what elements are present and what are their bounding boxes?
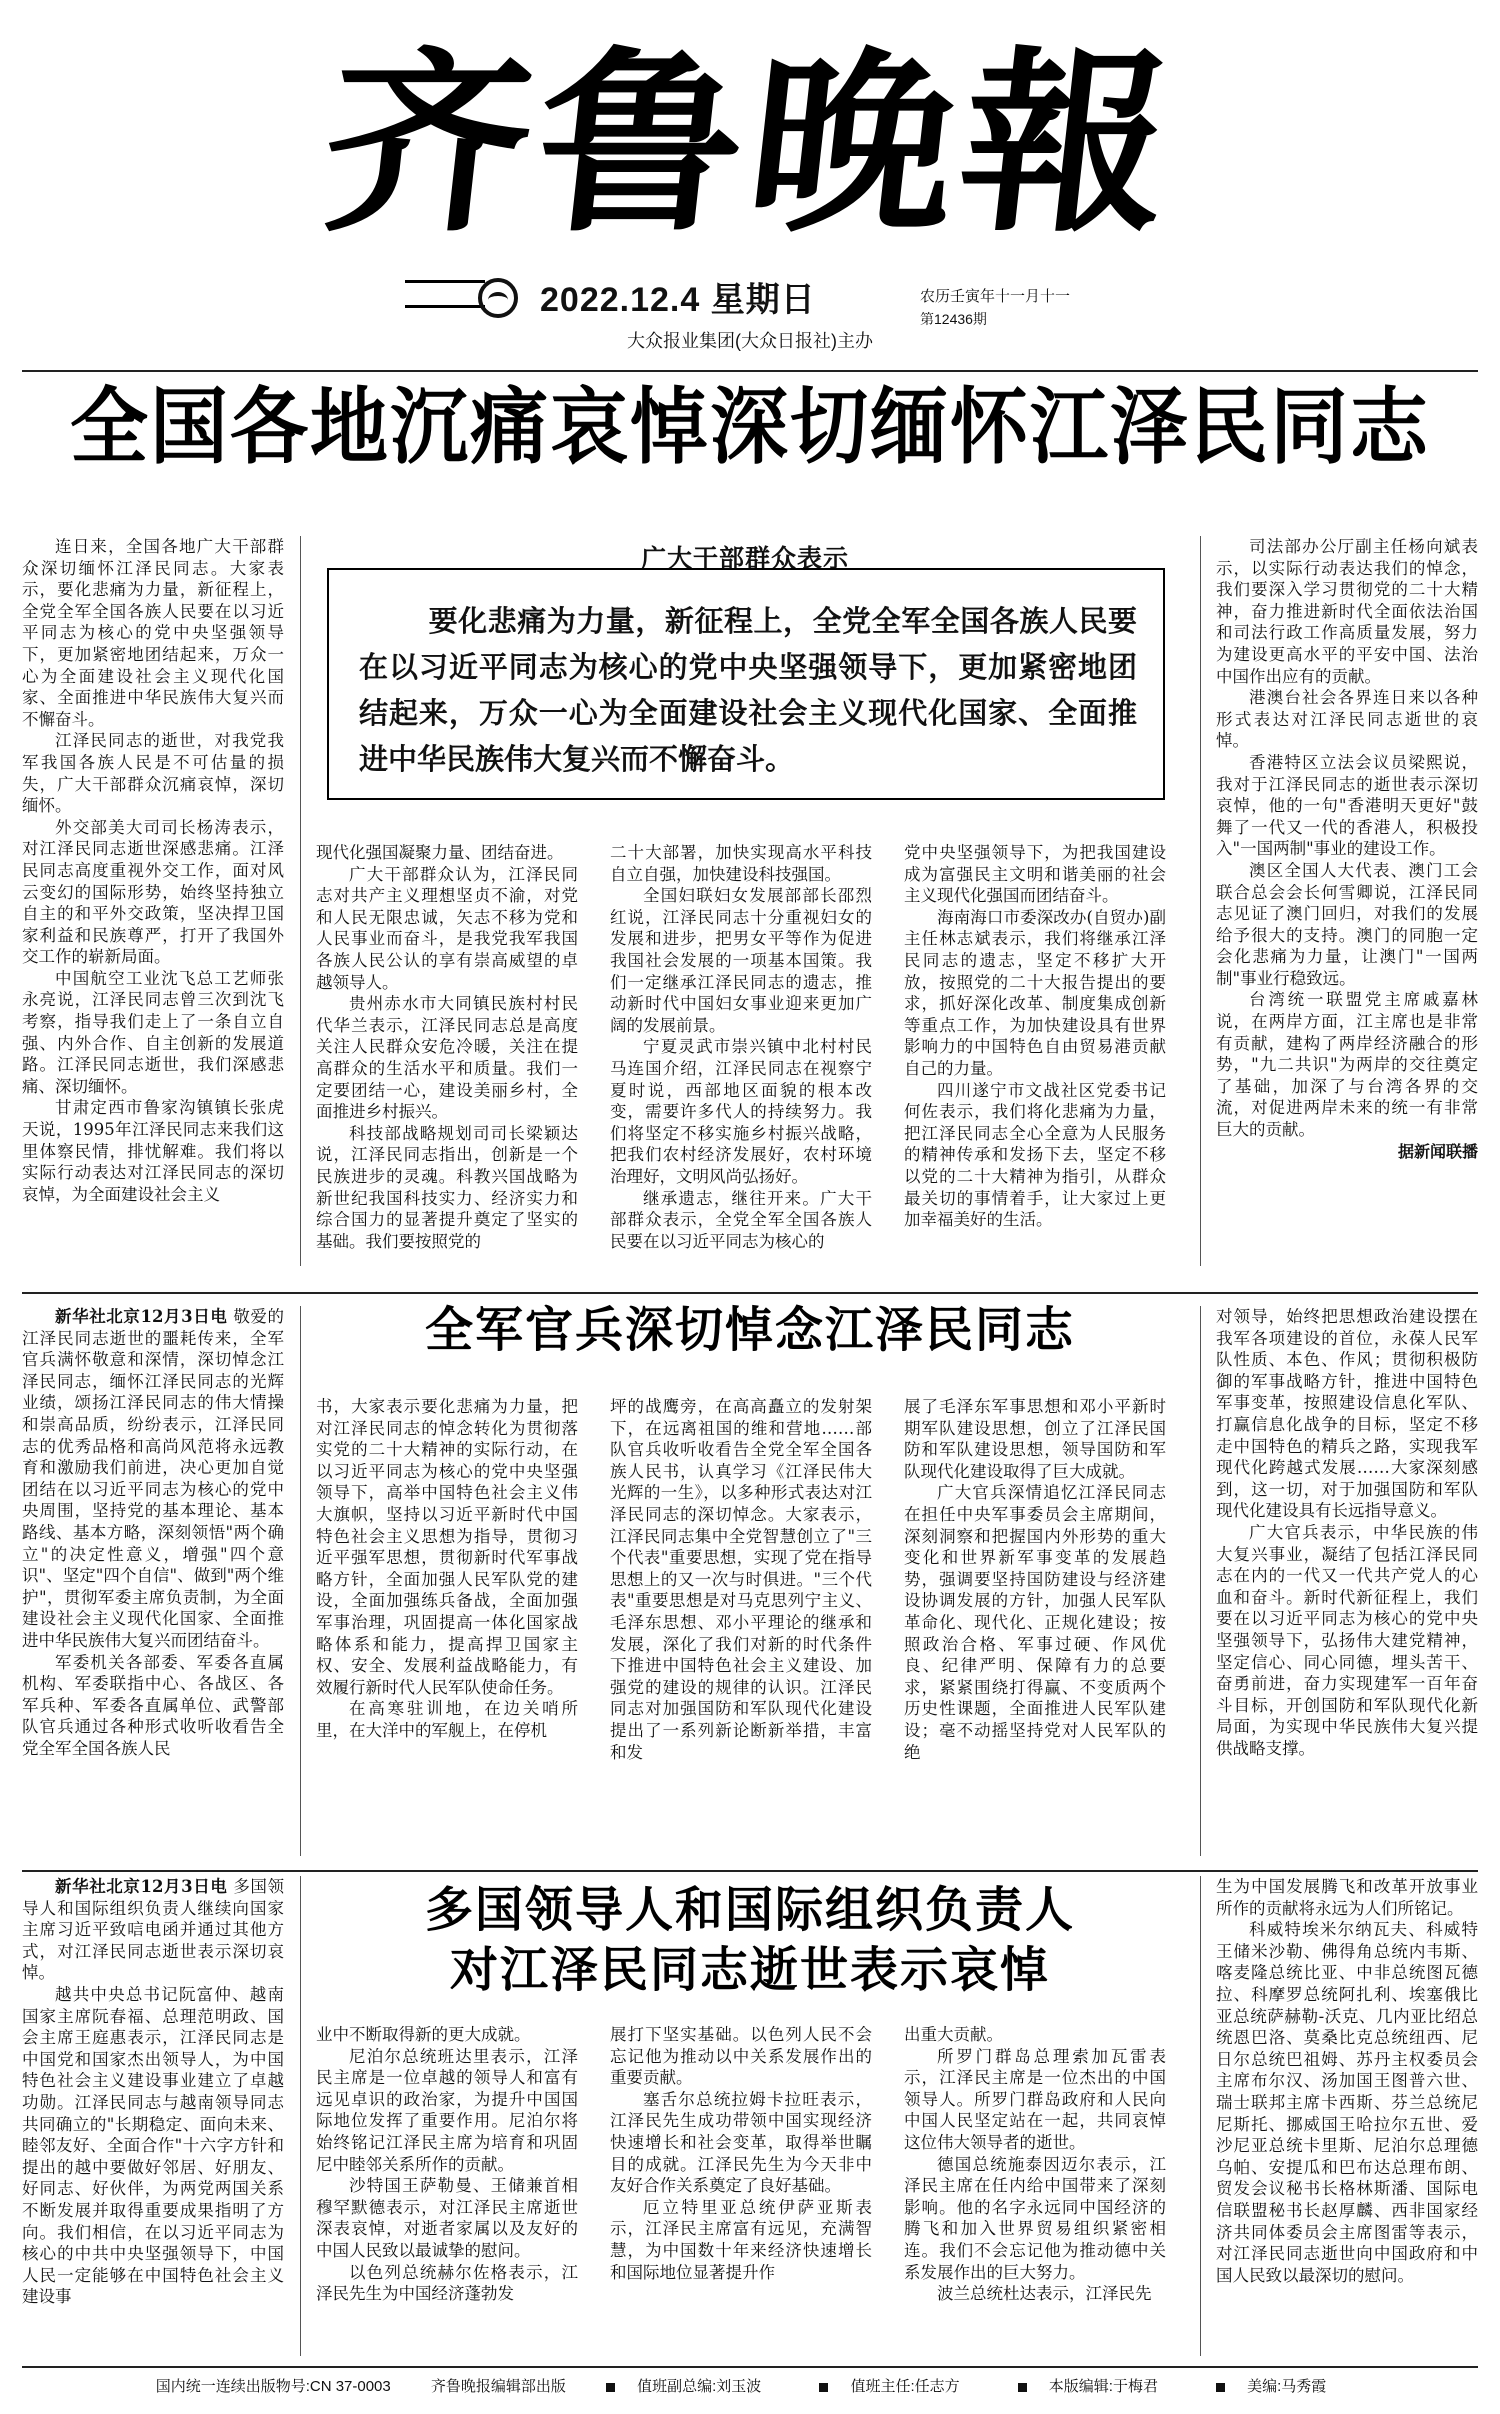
masthead-decor-line <box>405 280 485 308</box>
paragraph: 党中央坚强领导下，为把我国建设成为富强民主文明和谐美丽的社会主义现代化强国而团结奋斗。 <box>904 843 1166 906</box>
paragraph: 沙特国王萨勒曼、王储兼首相穆罕默德表示，对江泽民主席逝世深表哀悼，对逝者家属以及友好的中国人民致以最诚挚的慰问。 <box>316 2176 578 2260</box>
headline-intl-line1: 多国领导人和国际组织负责人 <box>424 1882 1075 1938</box>
article1-col2 <box>316 842 578 1268</box>
article1-col3 <box>610 842 872 1268</box>
newspaper-title: 齐鲁晚報 <box>313 29 1187 259</box>
paragraph: 四川遂宁市文战社区党委书记何佐表示，我们将化悲痛为力量，把江泽民同志全心全意为人民服务的精神传承和发扬下去，坚定不移以党的二十大精神为指引，从群众最关切的事情着手，让大家过上更加幸福美好的生活。 <box>904 1080 1166 1230</box>
paragraph: 所罗门群岛总理索加瓦雷表示，江泽民主席是一位杰出的中国领导人。所罗门群岛政府和人民向中国人民坚定站在一起，共同哀悼这位伟大领导者的逝世。 <box>904 2046 1166 2152</box>
issue-number: 第12436期 <box>920 311 987 327</box>
paragraph: 宁夏灵武市崇兴镇中北村村民马连国介绍，江泽民同志在视察宁夏时说，西部地区面貌的根本改变，需要许多代人的持续努力。我们将坚定不移实施乡村振兴战略，把我们农村经济发展好，农村环境治理好，文明风尚弘扬好。 <box>610 1037 872 1186</box>
main-headline: 全国各地沉痛哀悼深切缅怀江泽民同志 <box>69 379 1430 476</box>
paragraph: 业中不断取得新的更大成就。 <box>316 2025 531 2044</box>
paragraph: 海南海口市委深改办(自贸办)副主任林志斌表示，我们将继承江泽民同志的遗志，坚定不移扩大开放，按照党的二十大报告提出的要求，抓好深化改革、制度集成创新等重点工作，为加快建设具有世界影响力的中国特色自由贸易港贡献自己的力量。 <box>904 907 1166 1078</box>
article2-col4 <box>904 1396 1166 1860</box>
column-divider <box>300 1306 301 1856</box>
footer-editor: 本版编辑:于梅君 <box>1018 2378 1176 2395</box>
footer-dept: 齐鲁晚报编辑部出版 <box>430 2378 566 2395</box>
paragraph: 现代化强国凝聚力量、团结奋进。 <box>316 843 564 862</box>
paragraph: 二十大部署，加快实现高水平科技自立自强，加快建设科技强国。 <box>610 843 872 884</box>
paragraph: 广大官兵深情追忆江泽民同志在担任中央军事委员会主席期间，深刻洞察和把握国内外形势的重大变化和世界新军事变革的发展趋势，强调要坚持国防建设与经济建设协调发展的方针，加强人民军队革命化、现代化、正规化建设；按照政治合格、军事过硬、作风优良、纪律严明、保障有力的总要求，紧紧围绕打得赢、不变质两个历史性课题，全面推进人民军队建设；毫不动摇坚持党对人民军队的绝 <box>904 1483 1166 1762</box>
paragraph: 多国领导人和国际组织负责人继续向国家主席习近平致唁电函并通过其他方式，对江泽民同志逝世表示深切哀悼。 <box>22 1877 284 1983</box>
issue-date: 2022.12.4 星期日 <box>540 281 816 319</box>
section-rule <box>22 1292 1478 1294</box>
paragraph: 香港特区立法会议员梁熙说，我对于江泽民同志的逝世表示深切哀悼，他的一句"香港明天更好"鼓舞了一代又一代的香港人，积极投入"一国两制"事业的建设工作。 <box>1216 752 1478 859</box>
footer-cn: 国内统一连续出版物号:CN 37-0003 <box>155 2378 391 2395</box>
article3-col1 <box>22 1876 284 2360</box>
paragraph: 在高寒驻训地，在边关哨所里，在大洋中的军舰上，在停机 <box>316 1699 578 1740</box>
paragraph: 广大干部群众认为，江泽民同志对共产主义理想坚贞不渝，对党和人民无限忠诚，矢志不移为党和人民事业而奋斗，是我党我军我国各族人民公认的享有崇高威望的卓越领导人。 <box>316 864 578 992</box>
column-divider <box>300 1876 301 2356</box>
paragraph: 对领导，始终把思想政治建设摆在我军各项建设的首位，永葆人民军队性质、本色、作风；贯彻积极防御的军事战略方针，推进中国特色军事变革，按照建设信息化军队、打赢信息化战争的目标，坚定不移走中国特色的精兵之路，实现我军现代化跨越式发展……大家深刻感到，这一切，对于加强国防和军队现代化建设具有长远指导意义。 <box>1216 1307 1478 1521</box>
paragraph: 出重大贡献。 <box>904 2025 1003 2044</box>
paragraph: 厄立特里亚总统伊萨亚斯表示，江泽民主席富有远见，充满智慧，为中国数十年来经济快速增长和国际地位显著提升作 <box>610 2197 872 2282</box>
paragraph: 以色列总统赫尔佐格表示，江泽民先生为中国经济蓬勃发 <box>316 2262 578 2304</box>
quote-label: 广大干部群众表示 <box>610 537 880 581</box>
article2-col5 <box>1216 1306 1478 1860</box>
headline-intl-line2: 对江泽民同志逝世表示哀悼 <box>449 1942 1050 1998</box>
bullet-square-icon <box>1216 2383 1225 2392</box>
paragraph: 书，大家表示要化悲痛为力量，把对江泽民同志的悼念转化为贯彻落实党的二十大精神的实际行动，在以习近平同志为核心的党中央坚强领导下，高举中国特色社会主义伟大旗帜，坚持以习近平新时代中国特色社会主义思想为指导，贯彻习近平强军思想，贯彻新时代军事战略方针，全面加强人民军队党的建设，全面加强练兵备战，全面加强军事治理，巩固提高一体化国家战略体系和能力，提高捍卫国家主权、安全、发展利益战略能力，有效履行新时代人民军队使命任务。 <box>316 1397 578 1697</box>
dateline: 新华社北京12月3日电 <box>55 1307 228 1326</box>
paragraph: 科技部战略规划司司长梁颖达说，江泽民同志指出，创新是一个民族进步的灵魂。科教兴国战略为新世纪我国科技实力、经济实力和综合国力的显著提升奠定了坚实的基础。我们要按照党的 <box>316 1123 578 1251</box>
masthead-rule <box>22 370 1478 372</box>
article3-col4 <box>904 2024 1166 2360</box>
column-divider <box>300 536 301 1266</box>
source-byline: 据新闻联播 <box>1397 1141 1478 1161</box>
publisher: 大众报业集团(大众日报社)主办 <box>627 331 873 351</box>
headline-military: 全军官兵深切悼念江泽民同志 <box>424 1302 1075 1358</box>
article2-col1 <box>22 1306 284 1860</box>
lunar-date: 农历壬寅年十一月十一 <box>920 288 1071 305</box>
paragraph: 连日来，全国各地广大干部群众深切缅怀江泽民同志。大家表示，要化悲痛为力量，新征程上，全党全军全国各族人民要在以习近平同志为核心的党中央坚强领导下，更加紧密地团结起来，万众一心为全面建设社会主义现代化国家、全面推进中华民族伟大复兴而不懈奋斗。 <box>22 537 284 729</box>
newspaper-logo-icon <box>478 278 518 318</box>
quote-box <box>327 568 1165 800</box>
paragraph: 中国航空工业沈飞总工艺师张永亮说，江泽民同志曾三次到沈飞考察，指导我们走上了一条自立自强、内外合作、自主创新的发展道路。江泽民同志逝世，我们深感悲痛、深切缅怀。 <box>22 968 284 1096</box>
paragraph: 科威特埃米尔纳瓦夫、科威特王储米沙勒、佛得角总统内韦斯、喀麦隆总统比亚、中非总统图瓦德拉、科摩罗总统阿扎利、埃塞俄比亚总统萨赫勒-沃克、几内亚比绍总统恩巴洛、莫桑比克总统纽西、尼日尔总统巴祖姆、苏丹主权委员会主席布尔汉、汤加国王图普六世、瑞士联邦主席卡西斯、芬兰总统尼尼斯托、挪威国王哈拉尔五世、爱沙尼亚总统卡里斯、尼泊尔总理德乌帕、安提瓜和巴布达总理布朗、贸发会议秘书长格林斯潘、国际电信联盟秘书长赵厚麟、西非国家经济共同体委员会主席图雷等表示，对江泽民同志逝世向中国政府和中国人民致以最深切的慰问。 <box>1216 1920 1478 2285</box>
article1-col4 <box>904 842 1166 1268</box>
paragraph: 坪的战鹰旁，在高高矗立的发射架下，在远离祖国的维和营地……部队官兵收听收看告全党全军全国各族人民书，认真学习《江泽民伟大光辉的一生》，以多种形式表达对江泽民同志的深切悼念。大家表示，江泽民同志集中全党智慧创立了"三个代表"重要思想，实现了党在指导思想上的又一次与时俱进。"三个代表"重要思想是对马克思列宁主义、毛泽东思想、邓小平理论的继承和发展，深化了我们对新的时代条件下推进中国特色社会主义建设、加强党的建设的规律的认识。江泽民同志对加强国防和军队现代化建设提出了一系列新论断新举措，丰富和发 <box>610 1397 872 1762</box>
bullet-square-icon <box>1018 2383 1027 2392</box>
paragraph: 敬爱的江泽民同志逝世的噩耗传来，全军官兵满怀敬意和深情，深切悼念江泽民同志，缅怀江泽民同志的光辉业绩，颂扬江泽民同志的伟大情操和崇高品质，纷纷表示，江泽民同志的优秀品格和高尚风范将永远教育和激励我们前进，决心更加自觉团结在以习近平同志为核心的党中央周围，坚持党的基本理论、基本路线、基本方略，深刻领悟"两个确立"的决定性意义，增强"四个意识"、坚定"四个自信"、做到"两个维护"，贯彻军委主席负责制，为全面建设社会主义现代化国家、全面推进中华民族伟大复兴而团结奋斗。 <box>22 1307 284 1650</box>
column-divider <box>1200 1876 1201 2356</box>
bullet-square-icon <box>819 2383 828 2392</box>
paragraph: 外交部美大司司长杨涛表示，对江泽民同志逝世深感悲痛。江泽民同志高度重视外交工作，面对风云变幻的国际形势，始终坚持独立自主的和平外交政策，坚决捍卫国家利益和民族尊严，打开了我国外交工作的崭新局面。 <box>22 817 284 967</box>
paragraph: 军委机关各部委、军委各直属机构、军委联指中心、各战区、各军兵种、军委各直属单位、武警部队官兵通过各种形式收听收看告全党全军全国各族人民 <box>22 1652 284 1758</box>
article1-col5 <box>1216 536 1478 1270</box>
paragraph: 塞舌尔总统拉姆卡拉旺表示，江泽民先生成功带领中国实现经济快速增长和社会变革，取得举世瞩目的成就。江泽民先生为今天非中友好合作关系奠定了良好基础。 <box>610 2089 872 2196</box>
footer-director: 值班主任:任志方 <box>819 2378 977 2395</box>
article2-col3 <box>610 1396 872 1860</box>
masthead <box>0 0 1500 360</box>
footer-chief: 值班副总编:刘玉波 <box>606 2378 779 2395</box>
article3-col2 <box>316 2024 578 2360</box>
dateline: 新华社北京12月3日电 <box>55 1877 228 1896</box>
section-rule <box>22 1870 1478 1872</box>
paragraph: 港澳台社会各界连日来以各种形式表达对江泽民同志逝世的哀悼。 <box>1216 688 1478 751</box>
quote-text: 要化悲痛为力量，新征程上，全党全军全国各族人民要在以习近平同志为核心的党中央坚强领导下，更加紧密地团结起来，万众一心为全面建设社会主义现代化国家、全面推进中华民族伟大复兴而不懈奋斗。 <box>359 604 1137 776</box>
footer-designer: 美编:马秀霞 <box>1216 2378 1344 2395</box>
article3-col3 <box>610 2024 872 2360</box>
paragraph: 司法部办公厅副主任杨向斌表示，以实际行动表达我们的悼念，我们要深入学习贯彻党的二十大精神，奋力推进新时代全面依法治国和司法行政工作高质量发展，努力为建设更高水平的平安中国、法治中国作出应有的贡献。 <box>1216 537 1478 686</box>
paragraph: 贵州赤水市大同镇民族村村民代华兰表示，江泽民同志总是高度关注人民群众安危冷暖，关注在提高群众的生活水平和质量。我们一定要团结一心，建设美丽乡村，全面推进乡村振兴。 <box>316 994 578 1122</box>
article3-col5 <box>1216 1876 1478 2360</box>
paragraph: 展打下坚实基础。以色列人民不会忘记他为推动以中关系发展作出的重要贡献。 <box>610 2025 872 2088</box>
paragraph: 波兰总统杜达表示，江泽民先 <box>937 2284 1152 2304</box>
paragraph: 生为中国发展腾飞和改革开放事业所作的贡献将永远为人们所铭记。 <box>1216 1877 1478 1918</box>
paragraph: 江泽民同志的逝世，对我党我军我国各族人民是不可估量的损失，广大干部群众沉痛哀悼，深切缅怀。 <box>22 731 284 816</box>
paragraph: 德国总统施泰因迈尔表示，江泽民主席在任内给中国带来了深刻影响。他的名字永远同中国经济的腾飞和加入世界贸易组织紧密相连。我们不会忘记他为推动德中关系发展作出的巨大努力。 <box>904 2154 1166 2282</box>
article2-col2 <box>316 1396 578 1860</box>
footer-rule <box>22 2366 1478 2368</box>
paragraph: 全国妇联妇女发展部部长邵烈红说，江泽民同志十分重视妇女的发展和进步，把男女平等作为促进我国社会发展的一项基本国策。我们一定继承江泽民同志的遗志，推动新时代中国妇女事业迎来更加广阔的发展前景。 <box>610 886 872 1035</box>
paragraph: 台湾统一联盟党主席戚嘉林说，在两岸方面，江主席也是非常有贡献，建构了两岸经济融合的形势，"九二共识"为两岸的交往奠定了基础，加深了与台湾各界的交流，对促进两岸未来的统一有非常巨大的贡献。 <box>1216 990 1478 1140</box>
paragraph: 越共中央总书记阮富仲、越南国家主席阮春福、总理范明政、国会主席王庭惠表示，江泽民同志是中国党和国家杰出领导人，为中国特色社会主义建设事业建立了卓越功勋。江泽民同志与越南领导同志共同确立的"长期稳定、面向未来、睦邻友好、全面合作"十六字方针和提出的越中要做好邻居、好朋友、好同志、好伙伴，为两党两国关系不断发展并取得重要成果指明了方向。我们相信，在以习近平同志为核心的中共中央坚强领导下，中国人民一定能够在中国特色社会主义建设事 <box>22 1984 284 2307</box>
bullet-square-icon <box>606 2383 615 2392</box>
column-divider <box>1200 1306 1201 1856</box>
footer <box>0 2372 1500 2402</box>
article1-col1 <box>22 536 284 1270</box>
paragraph: 广大官兵表示，中华民族的伟大复兴事业，凝结了包括江泽民同志在内的一代又一代共产党人的心血和奋斗。新时代新征程上，我们要在以习近平同志为核心的党中央坚强领导下，弘扬伟大建党精神，坚定信心、同心同德，埋头苦干、奋勇前进，奋力实现建军一百年奋斗目标，开创国防和军队现代化新局面，为实现中华民族伟大复兴提供战略支撑。 <box>1216 1522 1478 1758</box>
paragraph: 甘肃定西市鲁家沟镇镇长张虎天说，1995年江泽民同志来我们这里体察民情，排忧解难。我们将以实际行动表达对江泽民同志的深切哀悼，为全面建设社会主义 <box>22 1098 284 1204</box>
paragraph: 澳区全国人大代表、澳门工会联合总会会长何雪卿说，江泽民同志见证了澳门回归，对我们的发展给予很大的支持。澳门的同胞一定会化悲痛为力量，让澳门"一国两制"事业行稳致远。 <box>1216 860 1478 988</box>
paragraph: 继承遗志，继往开来。广大干部群众表示，全党全军全国各族人民要在以习近平同志为核心的 <box>610 1188 872 1251</box>
paragraph: 尼泊尔总统班达里表示，江泽民主席是一位卓越的领导人和富有远见卓识的政治家，为提升中国国际地位发挥了重要作用。尼泊尔将始终铭记江泽民主席为培育和巩固尼中睦邻关系所作的贡献。 <box>316 2046 578 2174</box>
paragraph: 展了毛泽东军事思想和邓小平新时期军队建设思想，创立了江泽民国防和军队建设思想，领导国防和军队现代化建设取得了巨大成就。 <box>904 1397 1166 1481</box>
column-divider <box>1200 536 1201 1266</box>
